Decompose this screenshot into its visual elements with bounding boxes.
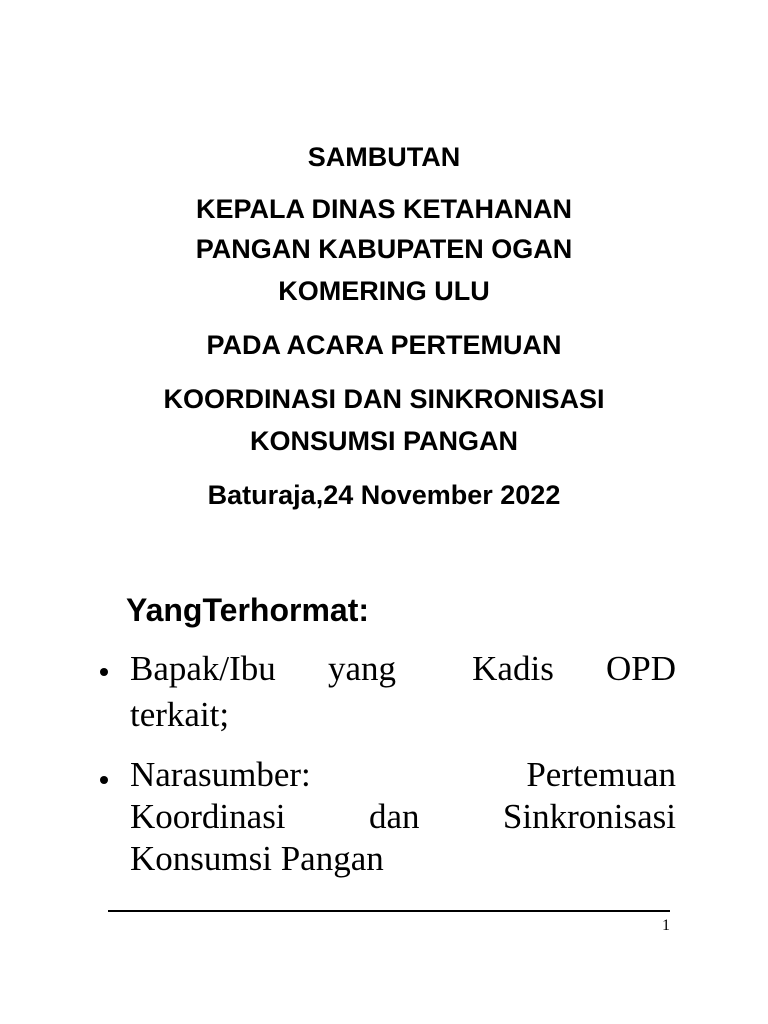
bullet-icon — [100, 668, 108, 676]
title-sambutan: SAMBUTAN — [307, 142, 461, 172]
footer-divider — [108, 910, 670, 912]
title-speaker-line-2: PANGAN KABUPATEN OGAN — [195, 234, 573, 264]
list-item — [96, 754, 710, 880]
word: Narasumber: — [130, 755, 311, 794]
list-item — [96, 646, 710, 738]
word: yang — [327, 649, 396, 688]
salutation-heading: YangTerhormat: — [126, 592, 369, 628]
title-event-line-3: KONSUMSI PANGAN — [249, 426, 518, 456]
word: Bapak/Ibu — [130, 649, 276, 688]
title-speaker-line-3: KOMERING ULU — [278, 276, 490, 306]
list-item-line — [130, 754, 676, 796]
word: Sinkronisasi — [502, 797, 676, 836]
title-event-line-2: KOORDINASI DAN SINKRONISASI — [163, 384, 605, 414]
bullet-icon — [100, 776, 108, 784]
place-date-line: Baturaja,24 November 2022 — [207, 480, 561, 510]
title-event-line-1: PADA ACARA PERTEMUAN — [206, 330, 562, 360]
list-item-line: terkait; — [130, 695, 230, 734]
word: dan — [368, 797, 420, 836]
list-item-line — [130, 646, 676, 692]
word: OPD — [605, 649, 676, 688]
word: Pertemuan — [526, 755, 676, 794]
list-item-line: Konsumsi Pangan — [130, 839, 384, 878]
word: Kadis — [472, 649, 554, 688]
word: Koordinasi — [130, 797, 286, 836]
page-number: 1 — [662, 917, 670, 934]
list-item-line — [130, 796, 676, 838]
title-speaker-line-1: KEPALA DINAS KETAHANAN — [196, 194, 572, 224]
